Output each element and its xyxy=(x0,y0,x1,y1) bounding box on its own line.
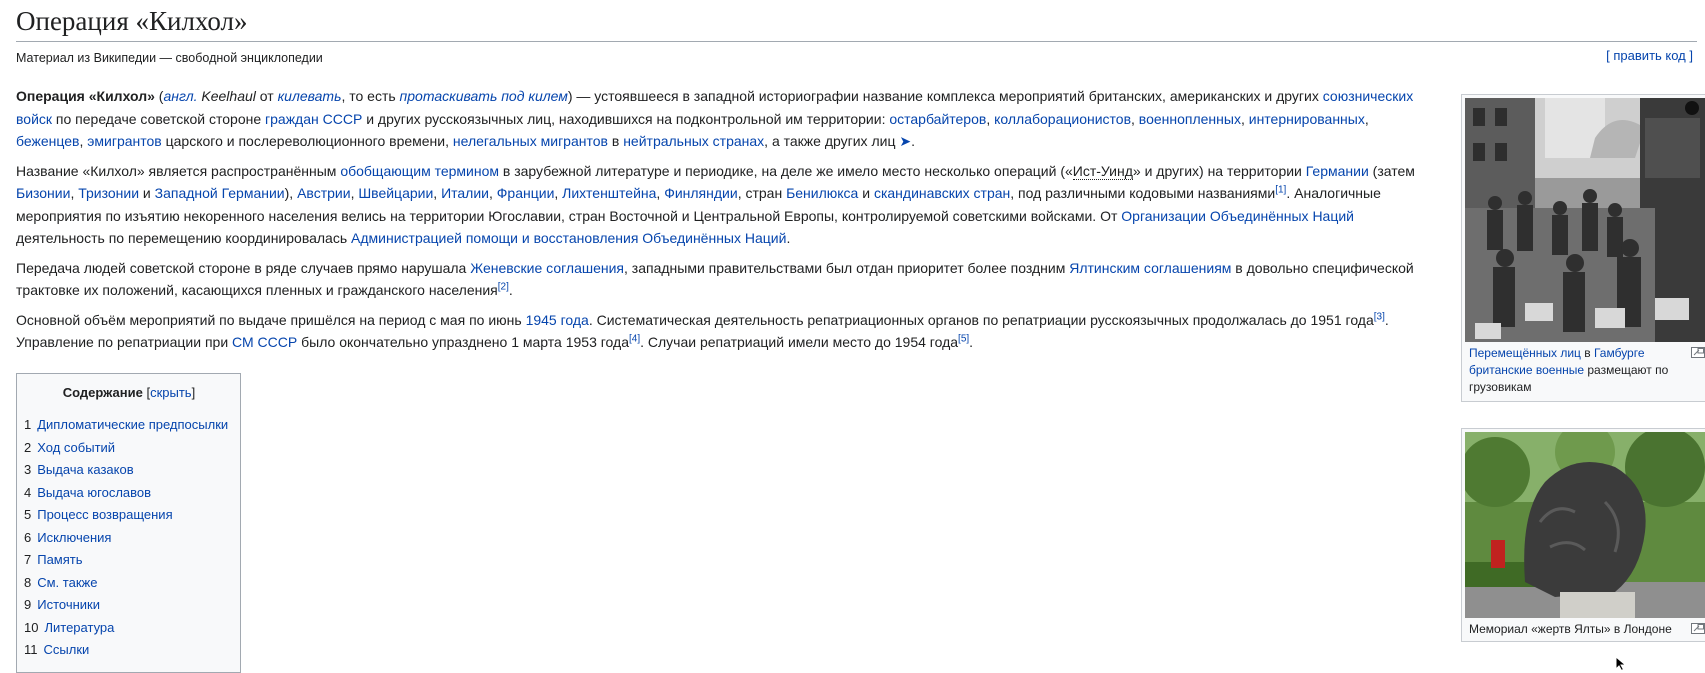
link-voennoplennye[interactable]: военнопленных xyxy=(1138,110,1241,127)
magnify-icon[interactable] xyxy=(1691,346,1705,357)
ref-1[interactable]: [1] xyxy=(1275,184,1287,196)
toc-item[interactable] xyxy=(24,414,234,437)
text: [ xyxy=(142,384,151,400)
text: . xyxy=(786,230,791,246)
arrow-more-icon[interactable]: ➤ xyxy=(899,133,912,149)
text: в довольно специфической трактовке их положений, касающихся пленных и гражданского населения xyxy=(16,259,1414,298)
toc-item[interactable] xyxy=(24,549,234,572)
photo-displaced-persons-image xyxy=(1465,98,1705,342)
toc-item[interactable] xyxy=(24,482,234,505)
ref-3[interactable]: [3] xyxy=(1373,310,1385,322)
text: , под различными кодовыми названиями xyxy=(1010,185,1276,201)
text: в зарубежной литературе и периодике, на деле же имело место несколько операций (« xyxy=(499,162,1073,179)
link-franciya[interactable]: Франции xyxy=(496,185,555,201)
toc-item[interactable] xyxy=(24,437,234,460)
link-internirovannye[interactable]: интернированных xyxy=(1248,110,1365,127)
toc-item[interactable] xyxy=(24,527,234,550)
toc-item[interactable] xyxy=(24,639,234,662)
text: размещают по грузовикам xyxy=(1469,363,1669,394)
toc-item-number: 11 xyxy=(24,642,38,657)
magnify-icon[interactable] xyxy=(1691,622,1705,633)
text: ] xyxy=(191,384,196,400)
paragraph-period xyxy=(16,309,1422,354)
toc-item-number: 7 xyxy=(24,552,32,567)
toc-heading: Содержание xyxy=(62,384,143,400)
text: и других русскоязычных лиц, находившихся на подконтрольной им территории: xyxy=(362,110,890,127)
link-unrra[interactable]: Администрацией помощи и восстановления Объединённых Наций xyxy=(351,230,787,246)
text: , западными правительствами был отдан приоритет более поздним xyxy=(624,259,1070,276)
text: ( xyxy=(154,88,164,104)
thumb-displaced-persons xyxy=(1461,94,1705,402)
link-kollaboracionist[interactable]: коллаборационистов xyxy=(994,110,1132,127)
toc-item-number: 8 xyxy=(24,574,32,590)
text: деятельность по перемещению координировалась xyxy=(16,230,352,246)
text: . Управление по репатриации при xyxy=(16,311,1389,350)
link-1945[interactable]: 1945 года xyxy=(525,311,589,328)
toc-item-link[interactable]: Выдача югославов xyxy=(37,484,152,500)
link-neitral-strany[interactable]: нейтральных странах xyxy=(623,133,765,149)
toc-item[interactable] xyxy=(24,572,234,595)
link-avstriya[interactable]: Австрии xyxy=(297,185,351,201)
toc-item[interactable] xyxy=(24,459,234,482)
link-bizoniya[interactable]: Бизонии xyxy=(16,185,71,201)
link-bezhency[interactable]: беженцев xyxy=(16,133,80,149)
text: от xyxy=(255,88,278,104)
toc-item-link[interactable]: Литература xyxy=(44,619,115,635)
text: . Случаи репатриаций имели место до 1954 года xyxy=(640,334,959,350)
toc-item-link[interactable]: Ход событий xyxy=(37,439,116,455)
abbr-east-wind: Ист-Уинд xyxy=(1072,162,1133,179)
text: . xyxy=(508,282,513,298)
toc-hide-link[interactable]: скрыть xyxy=(150,384,192,400)
term-keelhaul: Keelhaul xyxy=(201,88,256,104)
toc-title xyxy=(24,382,234,405)
article-page xyxy=(16,0,1696,657)
link-trizoniya[interactable]: Тризонии xyxy=(78,185,140,201)
link-italiya[interactable]: Италии xyxy=(441,185,489,201)
text: . Аналогичные мероприятия по изъятию некоренного населения велись на территории Югославии, стран Восточной и Центральной Европы, контролируемой советскими войсками. От xyxy=(16,185,1381,224)
link-oon[interactable]: Организации Объединённых Наций xyxy=(1121,207,1354,224)
text: Основной объём мероприятий по выдаче пришёлся на период с мая по июнь xyxy=(16,311,526,328)
text: , xyxy=(554,185,563,201)
text: и xyxy=(139,185,155,201)
text: . Систематическая деятельность репатриационных органов по репатриации русскоязычных продолжалась до 1951 года xyxy=(588,311,1374,328)
text: царского и послереволюционного времени, xyxy=(161,133,453,149)
toc-item[interactable] xyxy=(24,594,234,617)
link-soyuz-voisk[interactable]: союзнических войск xyxy=(16,88,1414,127)
link-sm-sssr[interactable]: СМ СССР xyxy=(232,334,298,350)
text: , а также других лиц xyxy=(764,133,900,149)
memorial-caption: Мемориал «жертв Ялты» в Лондоне xyxy=(1469,622,1672,636)
toc-item-number: 1 xyxy=(24,417,32,432)
toc-item-number: 5 xyxy=(24,507,32,522)
toc-item-link[interactable]: Ссылки xyxy=(43,642,90,657)
toc-item-number: 10 xyxy=(24,619,39,635)
site-subtitle: Материал из Википедии — свободной энциклопедии xyxy=(16,51,323,66)
link-emigranty[interactable]: эмигрантов xyxy=(87,133,162,149)
toc-item[interactable] xyxy=(24,617,234,640)
toc-item-number: 6 xyxy=(24,529,32,545)
text: , xyxy=(70,185,79,201)
toc-list xyxy=(24,414,234,662)
link-grazhdan-sssr[interactable]: граждан СССР xyxy=(265,110,363,127)
text: и xyxy=(858,185,874,201)
thumb-caption xyxy=(1465,618,1705,638)
toc-item-link[interactable]: Дипломатические предпосылки xyxy=(37,417,229,432)
table-of-contents xyxy=(16,373,241,673)
link-protaskivat[interactable]: протаскивать под килем xyxy=(399,88,568,104)
link-engl[interactable]: англ. xyxy=(163,88,198,104)
photo-memorial[interactable] xyxy=(1465,432,1705,618)
thumb-caption xyxy=(1465,342,1705,396)
text: . xyxy=(969,334,974,350)
toc-item-number: 4 xyxy=(24,484,32,500)
photo-displaced-persons[interactable] xyxy=(1465,98,1705,342)
link-zhenevskie-soglasheniya[interactable]: Женевские соглашения xyxy=(470,259,625,276)
text: , xyxy=(433,185,442,201)
link-beniluks[interactable]: Бенилюкса xyxy=(786,185,859,201)
toc-item-link[interactable]: Память xyxy=(37,552,83,567)
text: , xyxy=(1240,110,1249,127)
text: . xyxy=(911,133,915,149)
toc-item-link[interactable]: Исключения xyxy=(37,529,112,545)
text: , xyxy=(489,185,497,201)
thumb-memorial xyxy=(1461,428,1705,642)
text: ) — устоявшееся в западной историографии название комплекса мероприятий британских, американских и других xyxy=(567,88,1323,104)
toc-item-link[interactable]: См. также xyxy=(37,574,98,590)
ref-4[interactable]: [4] xyxy=(628,333,641,345)
article-body xyxy=(16,85,1422,673)
paragraph-geneva xyxy=(16,257,1422,302)
text: Передача людей советской стороне в ряде случаев прямо нарушала xyxy=(16,259,471,276)
toc-item-number: 3 xyxy=(24,462,32,477)
link-shveitsariya[interactable]: Швейцарии xyxy=(358,185,434,201)
toc-item-link[interactable]: Источники xyxy=(37,597,100,612)
text: ), xyxy=(284,185,298,201)
text: , то есть xyxy=(341,88,400,104)
paragraph-name xyxy=(16,160,1422,250)
ref-2[interactable]: [2] xyxy=(497,281,509,293)
link-nelegal-migranty[interactable]: нелегальных мигрантов xyxy=(452,133,608,149)
toc-item-number: 2 xyxy=(24,439,32,455)
text: в xyxy=(607,133,624,149)
link-yaltinskie-soglasheniya[interactable]: Ялтинским соглашениям xyxy=(1069,259,1232,276)
lead-term: Операция «Килхол» xyxy=(16,88,155,104)
toc-item-number: 9 xyxy=(24,597,32,612)
text: , xyxy=(656,185,665,201)
text: в xyxy=(1580,346,1594,360)
link-zapadnaya-germaniya[interactable]: Западной Германии xyxy=(154,185,285,201)
link-ostarbaiter[interactable]: остарбайтеров xyxy=(889,110,987,127)
page-title: Операция «Килхол» xyxy=(16,4,1697,42)
toc-item-link[interactable]: Выдача казаков xyxy=(37,462,134,477)
text: Название «Килхол» является распространённым xyxy=(16,162,341,179)
link-germaniya[interactable]: Германии xyxy=(1305,162,1369,179)
paragraph-intro xyxy=(16,85,1422,153)
text: , стран xyxy=(737,185,787,201)
link-kilevat[interactable]: килевать xyxy=(277,88,342,104)
text: , xyxy=(79,133,88,149)
link-peremeshchennye-lica[interactable]: Перемещённых лиц xyxy=(1469,346,1581,360)
text: , xyxy=(350,185,359,201)
text: , xyxy=(986,110,995,127)
text: , xyxy=(1131,110,1139,127)
link-lihtenshtein[interactable]: Лихтенштейна xyxy=(562,185,657,201)
link-finlyandiya[interactable]: Финляндии xyxy=(664,185,738,201)
text: по передаче советской стороне xyxy=(52,110,266,127)
link-britanskie-voennye[interactable]: британские военные xyxy=(1469,363,1585,377)
text: , xyxy=(1364,110,1369,127)
text: » и других) на территории xyxy=(1132,162,1306,179)
edit-source-link[interactable]: [ править код ] xyxy=(1606,48,1693,63)
mouse-cursor-icon xyxy=(1615,656,1627,671)
ref-5[interactable]: [5] xyxy=(958,333,970,345)
link-obobshchayushchii-termin[interactable]: обобщающим термином xyxy=(340,162,499,179)
text: было окончательно упразднено 1 марта 1953 года xyxy=(297,334,629,350)
link-gamburg[interactable]: Гамбурге xyxy=(1593,346,1645,360)
link-skandinavskie-strany[interactable]: скандинавских стран xyxy=(873,185,1011,201)
photo-memorial-image xyxy=(1465,432,1705,618)
text: (затем xyxy=(1368,162,1415,179)
toc-item-link[interactable]: Процесс возвращения xyxy=(37,507,173,522)
toc-item[interactable] xyxy=(24,504,234,527)
